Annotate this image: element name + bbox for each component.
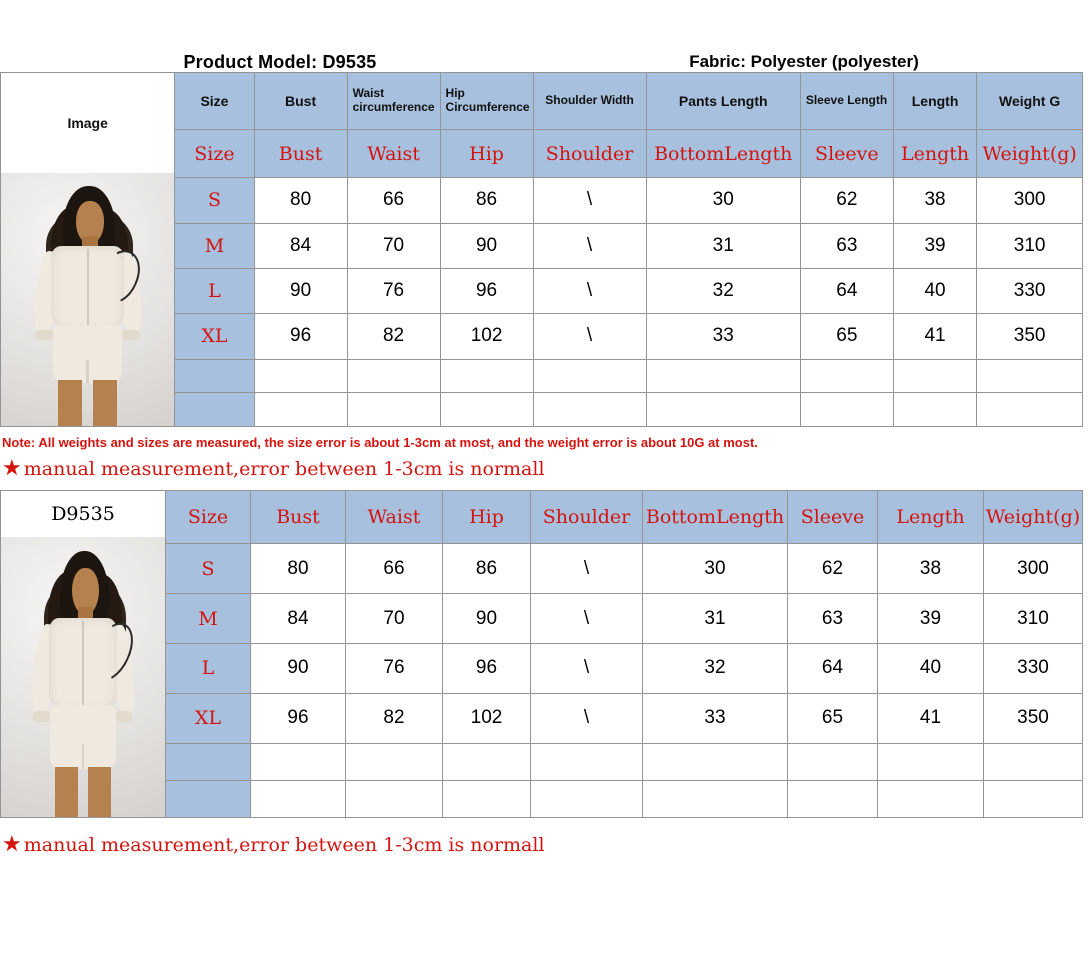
cell-size: L xyxy=(175,268,254,313)
cell-size xyxy=(166,780,251,817)
cell-weight: 330 xyxy=(977,268,1083,313)
cell-sleeve: 64 xyxy=(800,268,893,313)
cell-hip: 90 xyxy=(440,223,533,268)
cell-waist xyxy=(347,359,440,393)
cell-waist: 66 xyxy=(346,544,443,594)
cell-shoulder xyxy=(531,780,643,817)
cell-size: XL xyxy=(166,693,251,743)
product-model-title: Product Model: D9535 xyxy=(183,51,377,72)
th-weight: Weight(g) xyxy=(984,491,1083,544)
cell-shoulder: \ xyxy=(531,693,643,743)
th2-length: Length xyxy=(893,129,976,177)
cell-size: XL xyxy=(175,314,254,359)
cell-waist: 70 xyxy=(346,594,443,644)
cell-bust: 90 xyxy=(251,644,346,694)
cell-bust xyxy=(254,359,347,393)
cell-length: 38 xyxy=(878,544,984,594)
size-table-secondary xyxy=(0,490,1083,818)
cell-waist: 82 xyxy=(346,693,443,743)
th-bust: Bust xyxy=(251,491,346,544)
cell-shoulder xyxy=(533,359,646,393)
model-label: D9535 xyxy=(51,503,115,525)
fabric-title: Fabric: Polyester (polyester) xyxy=(689,52,919,71)
th-shoulder: Shoulder xyxy=(531,491,643,544)
th2-shoulder: Shoulder xyxy=(533,129,646,177)
cell-sleeve: 64 xyxy=(788,644,878,694)
cell-length xyxy=(893,359,976,393)
cell-waist: 66 xyxy=(347,178,440,223)
cell-sleeve: 65 xyxy=(800,314,893,359)
cell-bottom-length: 30 xyxy=(646,178,800,223)
cell-length: 40 xyxy=(878,644,984,694)
th-sleeve-length: Sleeve Length xyxy=(800,73,893,130)
th-waist-circumference: Waist circumference xyxy=(347,73,440,130)
cell-bust xyxy=(251,780,346,817)
cell-bust: 96 xyxy=(251,693,346,743)
th-hip-circumference: Hip Circumference xyxy=(440,73,533,130)
cell-sleeve xyxy=(788,743,878,780)
cell-weight: 350 xyxy=(977,314,1083,359)
cell-waist: 76 xyxy=(346,644,443,694)
cell-shoulder: \ xyxy=(533,268,646,313)
cell-weight: 300 xyxy=(984,544,1083,594)
cell-bottom-length xyxy=(646,359,800,393)
th-weight-g: Weight G xyxy=(977,73,1083,130)
model-image-cell xyxy=(1,491,166,818)
cell-length: 39 xyxy=(893,223,976,268)
cell-hip xyxy=(443,780,531,817)
th-shoulder-width: Shoulder Width xyxy=(533,73,646,130)
star-icon: ★ xyxy=(2,456,22,481)
cell-length xyxy=(893,393,976,427)
cell-size: M xyxy=(175,223,254,268)
cell-size: S xyxy=(166,544,251,594)
cell-size xyxy=(175,393,254,427)
cell-hip: 96 xyxy=(443,644,531,694)
table-row-header xyxy=(1,491,1083,544)
table-row-header-1 xyxy=(1,73,1083,130)
note-manual-1-text: manual measurement,error between 1-3cm is normall xyxy=(23,458,545,480)
cell-bust: 96 xyxy=(254,314,347,359)
cell-hip: 102 xyxy=(440,314,533,359)
cell-length: 38 xyxy=(893,178,976,223)
th2-bust: Bust xyxy=(254,129,347,177)
cell-waist: 70 xyxy=(347,223,440,268)
cell-length: 39 xyxy=(878,594,984,644)
th-sleeve: Sleeve xyxy=(788,491,878,544)
cell-length: 41 xyxy=(893,314,976,359)
cell-bust xyxy=(254,393,347,427)
cell-bottom-length: 33 xyxy=(643,693,788,743)
th2-hip: Hip xyxy=(440,129,533,177)
cell-sleeve xyxy=(788,780,878,817)
th-hip: Hip xyxy=(443,491,531,544)
cell-length: 41 xyxy=(878,693,984,743)
cell-hip xyxy=(443,743,531,780)
th-length: Length xyxy=(878,491,984,544)
cell-size: L xyxy=(166,644,251,694)
image-label: Image xyxy=(67,115,108,131)
note-manual-1 xyxy=(0,452,1088,490)
cell-weight xyxy=(984,780,1083,817)
cell-bust: 80 xyxy=(254,178,347,223)
th-bust: Bust xyxy=(254,73,347,130)
cell-bottom-length xyxy=(646,393,800,427)
cell-weight: 330 xyxy=(984,644,1083,694)
cell-bust: 90 xyxy=(254,268,347,313)
cell-size: M xyxy=(166,594,251,644)
cell-weight: 300 xyxy=(977,178,1083,223)
cell-bottom-length: 32 xyxy=(646,268,800,313)
cell-shoulder: \ xyxy=(533,314,646,359)
cell-size xyxy=(175,359,254,393)
star-icon: ★ xyxy=(2,832,22,857)
cell-bottom-length: 30 xyxy=(643,544,788,594)
cell-bottom-length: 33 xyxy=(646,314,800,359)
cell-sleeve xyxy=(800,393,893,427)
cell-size xyxy=(166,743,251,780)
cell-weight: 310 xyxy=(984,594,1083,644)
cell-bottom-length xyxy=(643,780,788,817)
cell-weight: 350 xyxy=(984,693,1083,743)
th-bottom-length: BottomLength xyxy=(643,491,788,544)
cell-waist: 82 xyxy=(347,314,440,359)
cell-size: S xyxy=(175,178,254,223)
cell-bottom-length: 32 xyxy=(643,644,788,694)
cell-bust: 84 xyxy=(251,594,346,644)
document-header xyxy=(0,0,1088,72)
size-table-primary xyxy=(0,72,1083,427)
cell-length xyxy=(878,743,984,780)
product-photo-2 xyxy=(1,537,165,817)
cell-bust: 84 xyxy=(254,223,347,268)
cell-bust xyxy=(251,743,346,780)
cell-hip xyxy=(440,393,533,427)
th-pants-length: Pants Length xyxy=(646,73,800,130)
th2-bottom-length: BottomLength xyxy=(646,129,800,177)
cell-hip xyxy=(440,359,533,393)
cell-bottom-length: 31 xyxy=(643,594,788,644)
cell-shoulder: \ xyxy=(533,178,646,223)
cell-weight xyxy=(977,359,1083,393)
cell-shoulder xyxy=(531,743,643,780)
cell-waist xyxy=(346,780,443,817)
cell-hip: 86 xyxy=(440,178,533,223)
th-length: Length xyxy=(893,73,976,130)
cell-bust: 80 xyxy=(251,544,346,594)
th-size: Size xyxy=(175,73,254,130)
note-measured: Note: All weights and sizes are measured, the size error is about 1-3cm at most, and the weight error is about 10G at most. xyxy=(2,435,758,450)
cell-sleeve: 62 xyxy=(800,178,893,223)
cell-hip: 90 xyxy=(443,594,531,644)
cell-shoulder: \ xyxy=(531,594,643,644)
th2-size: Size xyxy=(175,129,254,177)
note-manual-2 xyxy=(0,818,1088,866)
cell-bottom-length xyxy=(643,743,788,780)
th2-waist: Waist xyxy=(347,129,440,177)
th2-weight: Weight(g) xyxy=(977,129,1083,177)
cell-hip: 96 xyxy=(440,268,533,313)
cell-hip: 86 xyxy=(443,544,531,594)
th-waist: Waist xyxy=(346,491,443,544)
note-manual-2-text: manual measurement,error between 1-3cm is normall xyxy=(23,834,545,856)
cell-weight xyxy=(977,393,1083,427)
cell-bottom-length: 31 xyxy=(646,223,800,268)
cell-shoulder xyxy=(533,393,646,427)
cell-hip: 102 xyxy=(443,693,531,743)
cell-waist xyxy=(346,743,443,780)
cell-shoulder: \ xyxy=(531,644,643,694)
cell-sleeve: 62 xyxy=(788,544,878,594)
product-photo-1 xyxy=(1,173,174,426)
cell-sleeve: 65 xyxy=(788,693,878,743)
cell-length xyxy=(878,780,984,817)
cell-shoulder: \ xyxy=(531,544,643,594)
cell-sleeve: 63 xyxy=(788,594,878,644)
th2-sleeve: Sleeve xyxy=(800,129,893,177)
cell-sleeve xyxy=(800,359,893,393)
cell-sleeve: 63 xyxy=(800,223,893,268)
cell-weight: 310 xyxy=(977,223,1083,268)
cell-waist: 76 xyxy=(347,268,440,313)
cell-waist xyxy=(347,393,440,427)
image-cell xyxy=(1,73,175,427)
cell-weight xyxy=(984,743,1083,780)
cell-shoulder: \ xyxy=(533,223,646,268)
cell-length: 40 xyxy=(893,268,976,313)
th-size: Size xyxy=(166,491,251,544)
